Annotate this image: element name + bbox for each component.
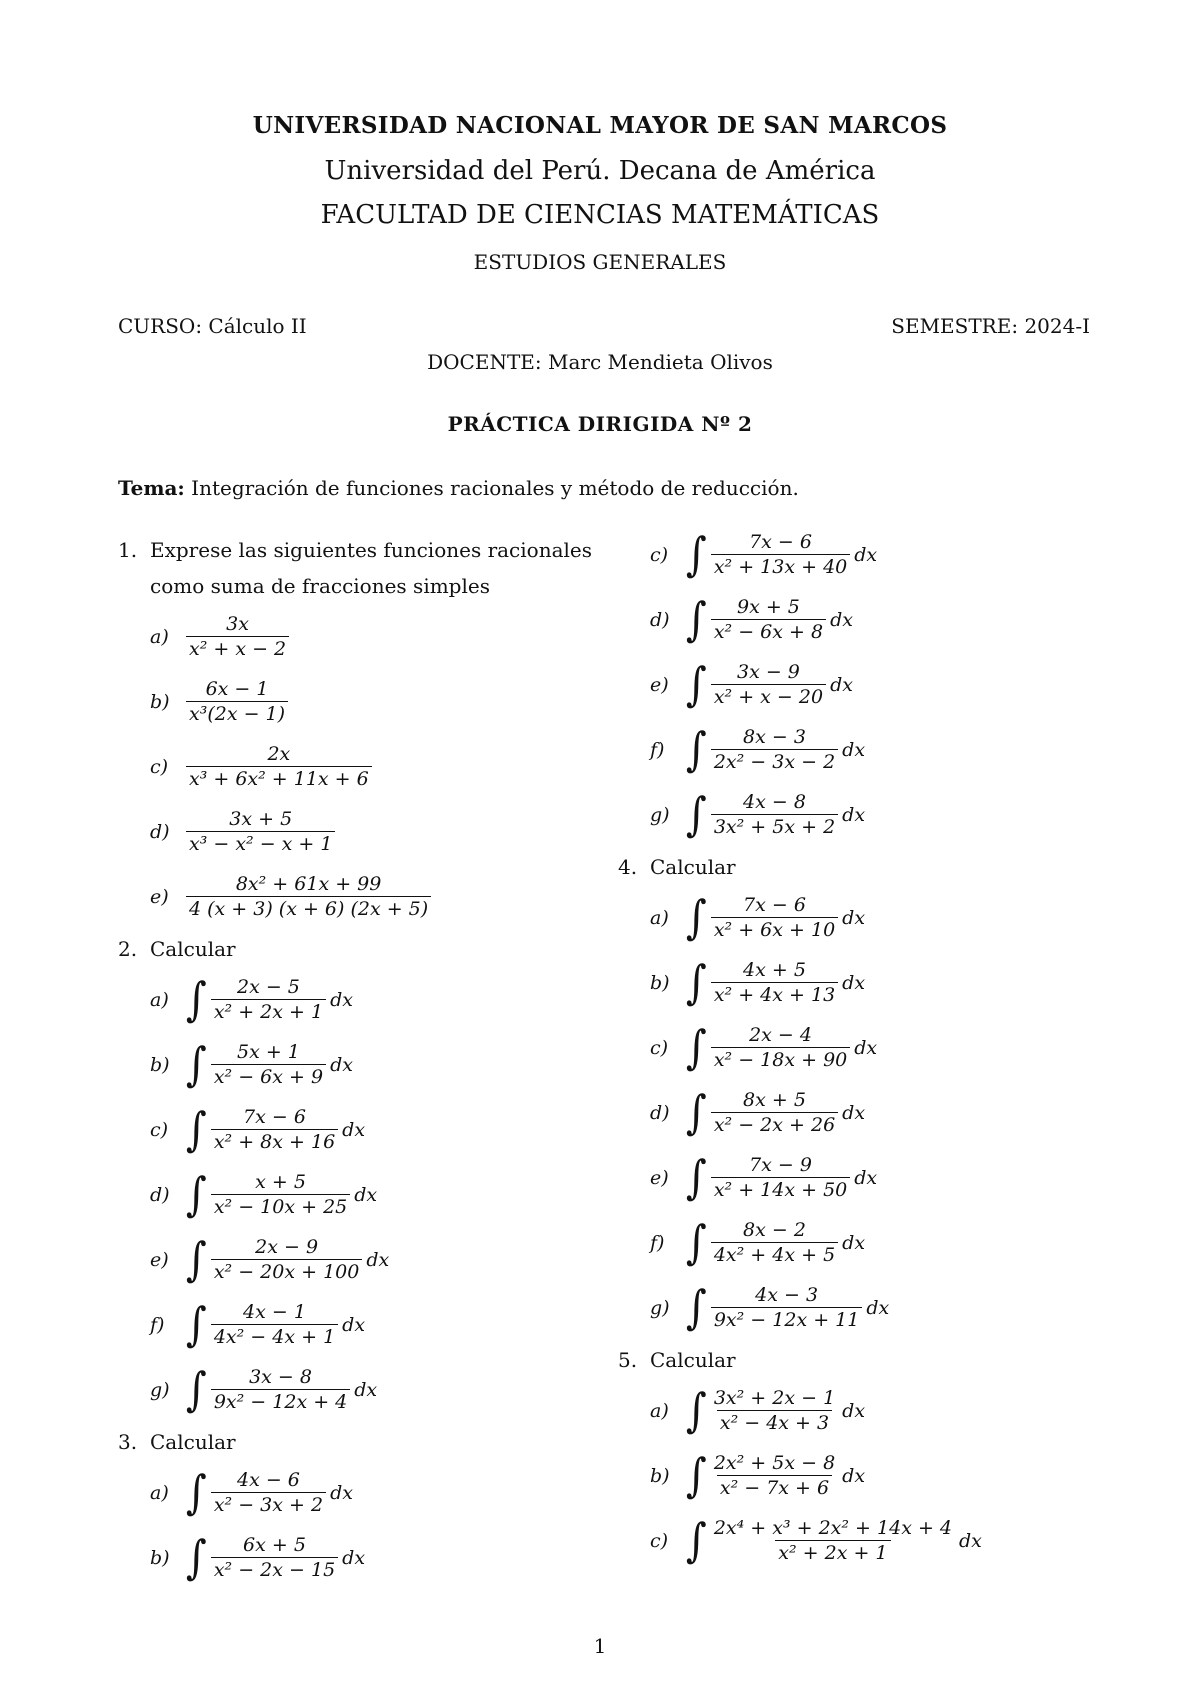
course-label: CURSO: Cálculo II [118,314,307,338]
integral-sign: ∫ [686,528,707,581]
denominator: x² − 6x + 9 [211,1064,326,1089]
exercise-label: f) [650,738,665,761]
exercise-item [650,1508,1138,1573]
fraction [711,893,838,942]
differential: dx [842,738,866,761]
denominator: x² + 13x + 40 [711,554,850,579]
fraction [211,1105,338,1154]
differential: dx [830,608,853,631]
exercise-label: b) [150,1546,170,1569]
numerator: 3x − 8 [249,1366,312,1388]
program-name: ESTUDIOS GENERALES [473,250,727,274]
exercise-item [150,1460,618,1525]
exercise-item [150,967,618,1032]
numerator: 2x − 9 [255,1236,319,1258]
fraction [711,1088,838,1137]
exercise-item [650,1080,1138,1145]
integral-sign: ∫ [686,1449,707,1502]
denominator: x² + 14x + 50 [711,1177,850,1202]
numerator: 2x − 4 [749,1024,812,1046]
exercise-label: g) [150,1378,170,1401]
denominator: x³ + 6x² + 11x + 6 [186,766,372,791]
denominator: x³ − x² − x + 1 [186,831,335,856]
exercise-item [650,652,1138,717]
left-column [118,532,618,1590]
exercise-label: a) [150,988,169,1011]
exercise-item [150,1292,618,1357]
exercise-label: f) [150,1313,165,1336]
question-2 [118,931,618,967]
fraction [186,742,372,791]
numerator: 6x + 5 [243,1534,306,1556]
topic-label: Tema: [118,476,185,500]
exercise-label: d) [150,1183,170,1206]
integral-sign: ∫ [186,1038,207,1091]
fraction [711,1153,850,1202]
numerator: 2x [267,743,291,765]
question-text: Calcular [150,937,236,961]
q5-items [650,1378,1138,1573]
integral-sign: ∫ [186,1466,207,1519]
semester-label: SEMESTRE: 2024-I [891,314,1090,338]
integral-sign: ∫ [686,1151,707,1204]
integral-sign: ∫ [686,788,707,841]
exercise-label: e) [150,1248,169,1271]
exercise-item [650,950,1138,1015]
differential: dx [842,1399,866,1422]
question-text: Calcular [650,1348,736,1372]
question-3 [118,1424,618,1460]
exercise-label: e) [650,1166,669,1189]
denominator: 4x² + 4x + 5 [711,1242,838,1267]
integral-sign: ∫ [686,1086,707,1139]
exercise-label: a) [150,625,169,648]
denominator: x² + 6x + 10 [711,917,838,942]
denominator: x² − 6x + 8 [711,619,826,644]
differential: dx [330,988,353,1011]
question-text: Calcular [150,1430,236,1454]
exercise-label: c) [650,543,669,566]
fraction [711,595,826,644]
page-number: 1 [593,1634,607,1658]
fraction [211,1170,350,1219]
fraction [711,530,850,579]
differential: dx [959,1529,982,1552]
topic-text: Integración de funciones racionales y método de reducción. [184,476,799,500]
numerator: 2x − 5 [237,976,300,998]
integral-sign: ∫ [686,723,707,776]
exercise-item [150,669,618,734]
numerator: 2x² + 5x − 8 [713,1452,836,1474]
denominator: 4x² − 4x + 1 [211,1324,338,1349]
denominator: 9x² − 12x + 4 [211,1389,350,1414]
exercise-item [150,1097,618,1162]
exercise-item [150,604,618,669]
exercise-label: a) [650,906,669,929]
denominator: x² − 2x − 15 [211,1557,338,1582]
exercise-item [650,1443,1138,1508]
numerator: 5x + 1 [237,1041,300,1063]
integral-sign: ∫ [686,1514,707,1567]
question-number: 1. [118,538,138,562]
exercise-label: c) [150,1118,169,1141]
integral-sign: ∫ [686,593,707,646]
denominator: x² + x − 20 [711,684,826,709]
differential: dx [354,1378,378,1401]
fraction [711,1451,838,1500]
exercise-item [150,1357,618,1422]
question-text-cont: como suma de fracciones simples [150,574,490,598]
integral-sign: ∫ [186,973,207,1026]
numerator: 8x + 5 [743,1089,806,1111]
differential: dx [330,1053,353,1076]
integral-sign: ∫ [186,1298,207,1351]
fraction [711,1218,838,1267]
exercise-label: e) [150,885,169,908]
integral-sign: ∫ [686,658,707,711]
denominator: x² − 7x + 6 [717,1475,832,1500]
integral-sign: ∫ [686,956,707,1009]
denominator: 2x² − 3x − 2 [711,749,838,774]
numerator: 7x − 6 [243,1106,306,1128]
fraction [711,790,838,839]
exercise-item [650,717,1138,782]
question-number: 4. [618,855,638,879]
fraction [186,872,431,921]
fraction [211,1040,326,1089]
fraction [211,1365,350,1414]
numerator: 3x − 9 [737,661,800,683]
exercise-label: b) [150,690,170,713]
fraction [711,958,838,1007]
differential: dx [842,1231,866,1254]
exercise-item [150,1162,618,1227]
denominator: x² − 3x + 2 [211,1492,326,1517]
integral-sign: ∫ [186,1233,207,1286]
numerator: 3x² + 2x − 1 [713,1387,836,1409]
differential: dx [830,673,853,696]
denominator: x² − 18x + 90 [711,1047,850,1072]
q3-items-right [650,522,1138,847]
numerator: 4x − 8 [743,791,806,813]
exercise-item [150,799,618,864]
fraction [211,1235,363,1284]
numerator: 4x − 3 [755,1284,819,1306]
fraction [186,612,289,661]
question-number: 3. [118,1430,138,1454]
question-number: 2. [118,937,138,961]
differential: dx [330,1481,353,1504]
differential: dx [342,1546,366,1569]
numerator: x + 5 [255,1171,306,1193]
question-text: Calcular [650,855,736,879]
exercise-label: f) [650,1231,665,1254]
numerator: 2x⁴ + x³ + 2x² + 14x + 4 [713,1517,952,1539]
differential: dx [842,1464,866,1487]
differential: dx [366,1248,390,1271]
differential: dx [842,906,866,929]
denominator: x² + 8x + 16 [211,1129,338,1154]
exercise-label: b) [650,971,670,994]
topic-line [118,476,799,500]
exercise-label: d) [650,608,670,631]
denominator: x² − 20x + 100 [211,1259,363,1284]
denominator: x² + x − 2 [186,636,289,661]
numerator: 4x − 6 [237,1469,300,1491]
question-4 [618,849,1138,885]
exercise-item [650,1145,1138,1210]
integral-sign: ∫ [686,1384,707,1437]
exercise-item [650,1210,1138,1275]
exercise-item [650,885,1138,950]
teacher-label: DOCENTE: Marc Mendieta Olivos [427,350,773,374]
differential: dx [842,803,866,826]
exercise-label: c) [650,1036,669,1059]
fraction [211,1468,326,1517]
exercise-label: a) [150,1481,169,1504]
faculty-name: FACULTAD DE CIENCIAS MATEMÁTICAS [320,200,880,230]
integral-sign: ∫ [186,1168,207,1221]
fraction [711,1283,863,1332]
denominator: x³(2x − 1) [186,701,288,726]
differential: dx [842,1101,866,1124]
differential: dx [842,971,866,994]
denominator: 3x² + 5x + 2 [711,814,838,839]
fraction [711,1516,955,1565]
differential: dx [854,1166,878,1189]
q3-items-left [150,1460,618,1590]
numerator: 4x + 5 [743,959,806,981]
exercise-item [650,587,1138,652]
integral-sign: ∫ [686,1021,707,1074]
differential: dx [342,1313,366,1336]
exercise-item [150,864,618,929]
numerator: 7x − 6 [743,894,806,916]
fraction [186,677,288,726]
integral-sign: ∫ [186,1363,207,1416]
exercise-label: b) [150,1053,170,1076]
numerator: 8x − 3 [743,726,806,748]
numerator: 8x² + 61x + 99 [235,873,382,895]
differential: dx [354,1183,378,1206]
exercise-item [650,782,1138,847]
q2-items [150,967,618,1422]
exercise-item [150,1032,618,1097]
exercise-label: g) [650,803,670,826]
exercise-label: c) [150,755,169,778]
exercise-item [150,734,618,799]
fraction [211,1300,338,1349]
exercise-label: d) [150,820,170,843]
denominator: x² + 2x + 1 [211,999,326,1024]
question-text: Exprese las siguientes funciones racionales [150,538,592,562]
integral-sign: ∫ [186,1531,207,1584]
numerator: 4x − 1 [243,1301,306,1323]
differential: dx [866,1296,890,1319]
exercise-label: a) [650,1399,669,1422]
numerator: 9x + 5 [737,596,800,618]
differential: dx [342,1118,366,1141]
exercise-label: d) [650,1101,670,1124]
fraction [711,725,838,774]
exercise-item [650,1275,1138,1340]
question-1 [118,532,618,568]
numerator: 8x − 2 [743,1219,806,1241]
exercise-label: c) [650,1529,669,1552]
fraction [211,975,326,1024]
fraction [711,660,826,709]
numerator: 6x − 1 [205,678,269,700]
q4-items [650,885,1138,1340]
denominator: x² + 2x + 1 [775,1540,890,1565]
exercise-label: e) [650,673,669,696]
question-5 [618,1342,1138,1378]
numerator: 3x [226,613,249,635]
exercise-item [650,1378,1138,1443]
q1-items [150,604,618,929]
page-title: PRÁCTICA DIRIGIDA Nº 2 [447,412,753,436]
exercise-item [650,522,1138,587]
denominator: x² + 4x + 13 [711,982,838,1007]
differential: dx [854,543,878,566]
denominator: x² − 2x + 26 [711,1112,838,1137]
university-subtitle: Universidad del Perú. Decana de América [324,156,876,186]
integral-sign: ∫ [686,1281,707,1334]
question-number: 5. [618,1348,638,1372]
denominator: x² − 10x + 25 [211,1194,350,1219]
denominator: 9x² − 12x + 11 [711,1307,863,1332]
numerator: 7x − 6 [749,531,812,553]
exercise-label: b) [650,1464,670,1487]
exercise-item [150,1227,618,1292]
denominator: x² − 4x + 3 [717,1410,832,1435]
exercise-label: g) [650,1296,670,1319]
numerator: 7x − 9 [749,1154,812,1176]
integral-sign: ∫ [186,1103,207,1156]
numerator: 3x + 5 [229,808,293,830]
exercise-item [150,1525,618,1590]
differential: dx [854,1036,878,1059]
fraction [711,1386,838,1435]
denominator: 4 (x + 3) (x + 6) (2x + 5) [186,896,431,921]
right-column [618,522,1138,1573]
fraction [186,807,335,856]
exercise-item [650,1015,1138,1080]
integral-sign: ∫ [686,891,707,944]
fraction [711,1023,850,1072]
fraction [211,1533,338,1582]
university-name: UNIVERSIDAD NACIONAL MAYOR DE SAN MARCOS [252,112,948,139]
integral-sign: ∫ [686,1216,707,1269]
